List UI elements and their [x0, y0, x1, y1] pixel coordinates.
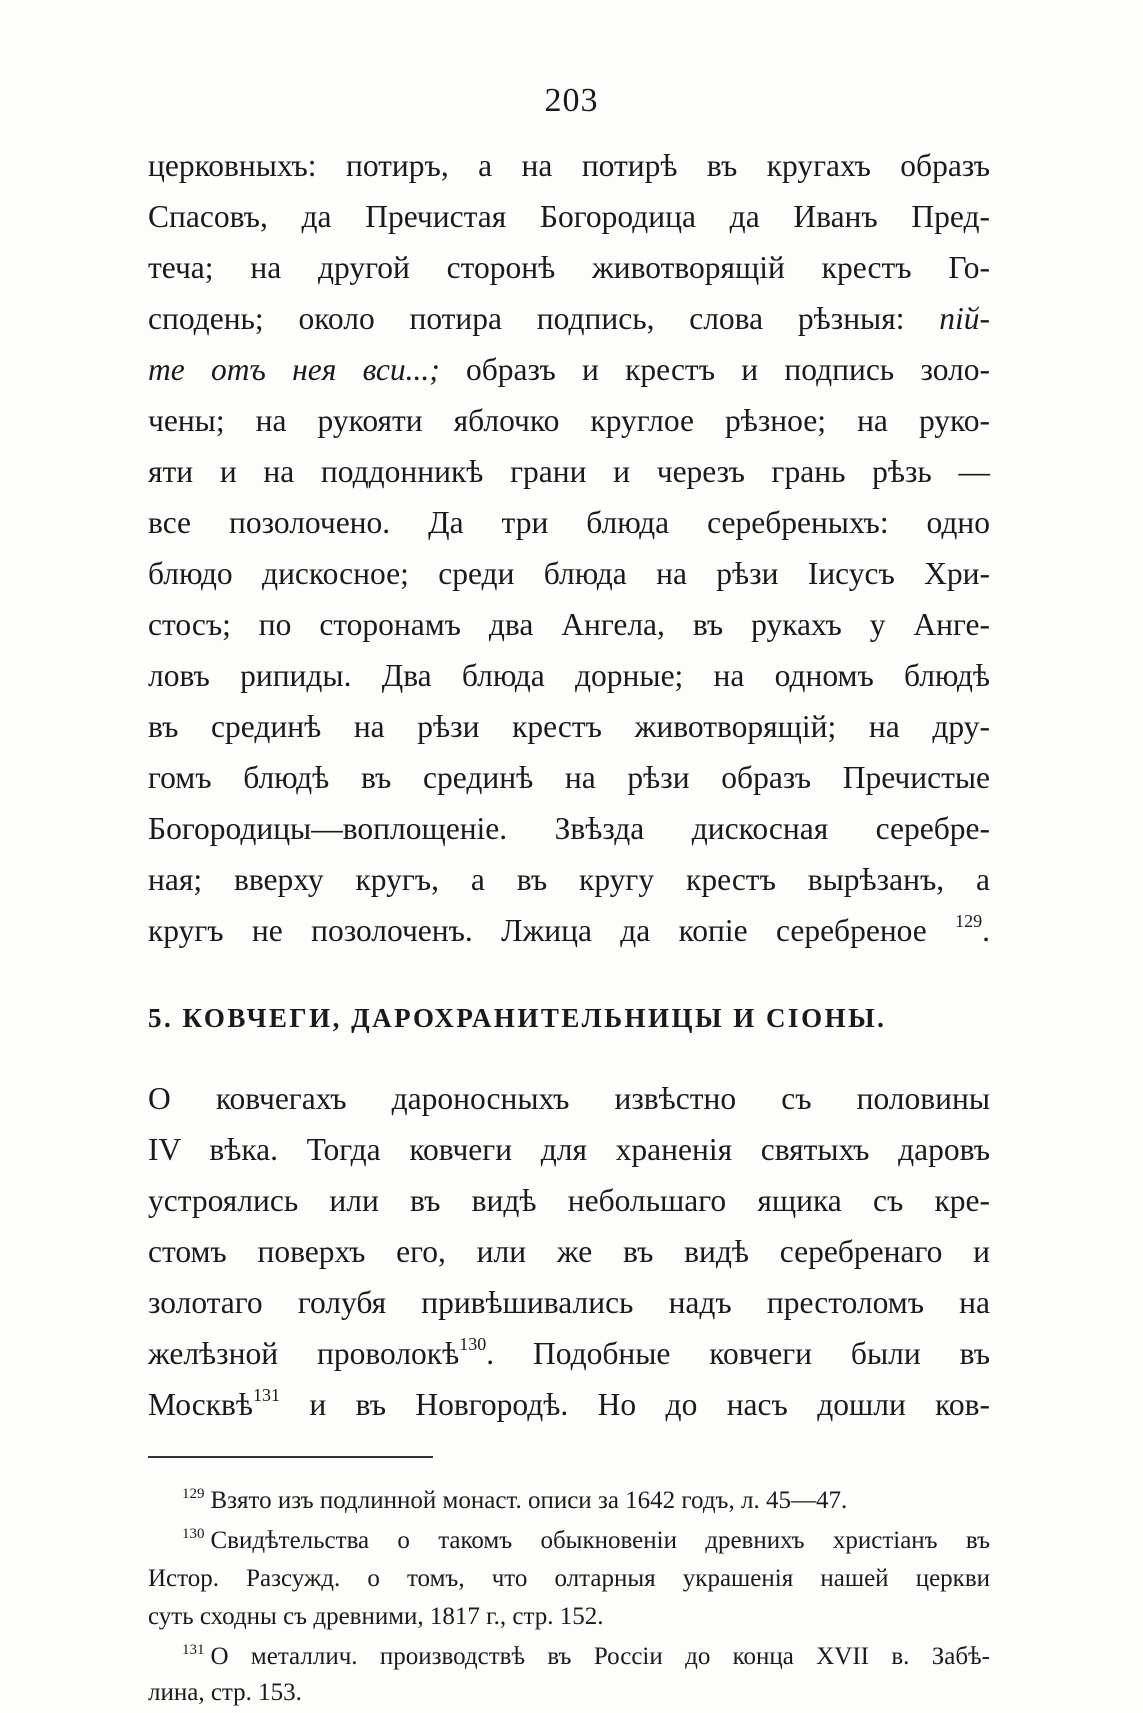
- body-line: Спасовъ, да Пречистая Богородица да Иванъ Пред-: [148, 199, 990, 234]
- footnote-marker: 129: [182, 1486, 205, 1502]
- body-line-with-footnote: [148, 1334, 990, 1374]
- footnote-ref-wrap: [955, 913, 990, 948]
- footnote-129: [182, 1484, 990, 1518]
- sentence-period: .: [982, 913, 990, 948]
- body-line: гомъ блюдѣ въ срединѣ на рѣзи образъ Пречистые: [148, 760, 990, 795]
- body-line-with-footnote: [148, 911, 990, 951]
- body-line: IV вѣка. Тогда ковчеги для храненія святыхъ даровъ: [148, 1132, 990, 1167]
- italic-quote: пій-: [939, 301, 990, 336]
- footnote-marker: 131: [182, 1642, 205, 1658]
- footnote-separator: [148, 1456, 433, 1458]
- body-line: церковныхъ: потиръ, а на потирѣ въ кругахъ образъ: [148, 148, 990, 183]
- body-line: золотаго голубя привѣшивались надъ престоломъ на: [148, 1285, 990, 1320]
- footnote-reference[interactable]: 129: [955, 911, 983, 931]
- footnote-text: О металлич. производствѣ въ Россіи до конца XVII в. Забѣ-: [210, 1643, 990, 1670]
- footnote-131-line: лина, стр. 153.: [148, 1679, 302, 1706]
- body-line: яти и на поддонникѣ грани и черезъ грань рѣзь —: [148, 454, 990, 489]
- section-heading: 5. КОВЧЕГИ, ДАРОХРАНИТЕЛЬНИЦЫ И СІОНЫ.: [148, 1003, 887, 1033]
- body-text: желѣзной проволокѣ: [148, 1336, 460, 1371]
- body-text: и въ Новгородѣ. Но до насъ дошли ков-: [309, 1387, 991, 1422]
- body-line: стомъ поверхъ его, или же въ видѣ серебренаго и: [148, 1234, 990, 1269]
- page-number: 203: [544, 82, 599, 119]
- body-line: О ковчегахъ дароносныхъ извѣстно съ половины: [148, 1081, 990, 1116]
- body-line: ловъ рипиды. Два блюда дорные; на одномъ блюдѣ: [148, 658, 990, 693]
- body-text: сподень; около потира подпись, слова рѣзныя:: [148, 301, 905, 336]
- body-line: теча; на другой сторонѣ животворящій крестъ Го-: [148, 250, 990, 285]
- footnote-reference[interactable]: 130: [459, 1334, 487, 1354]
- body-line-with-italic: [148, 350, 990, 390]
- body-line: ная; вверху кругъ, а въ кругу крестъ вырѣзанъ, а: [148, 862, 990, 897]
- footnote-text: Свидѣтельства о такомъ обыкновеніи древнихъ христіанъ въ: [210, 1527, 990, 1554]
- footnote-ref-wrap: [148, 1336, 990, 1371]
- body-line: чены; на рукояти яблочко круглое рѣзное; на руко-: [148, 403, 990, 438]
- footnote-text: Взято изъ подлинной монаст. описи за 1642 годъ, л. 45—47.: [210, 1487, 848, 1514]
- body-line: стосъ; по сторонамъ два Ангела, въ рукахъ у Анге-: [148, 607, 990, 642]
- body-text: кругъ не позолоченъ. Лжица да копіе серебреное: [148, 913, 927, 948]
- body-text: образъ и крестъ и подпись золо-: [466, 352, 990, 387]
- footnote-reference[interactable]: 131: [253, 1385, 281, 1405]
- body-line: устроялись или въ видѣ небольшаго ящика съ кре-: [148, 1183, 990, 1218]
- footnote-ref-wrap: [148, 1387, 280, 1422]
- footnote-marker: 130: [182, 1526, 205, 1542]
- footnote-131: [182, 1640, 990, 1674]
- footnote-130-line: Истор. Разсужд. о томъ, что олтарныя украшенія нашей церкви: [148, 1565, 990, 1592]
- body-line: все позолочено. Да три блюда серебреныхъ: одно: [148, 505, 990, 540]
- italic-quote: те отъ нея вси...;: [148, 352, 440, 387]
- footnote-130: [182, 1524, 990, 1558]
- body-line: въ срединѣ на рѣзи крестъ животворящій; на дру-: [148, 709, 990, 744]
- body-line-with-italic: [148, 299, 990, 339]
- body-line: блюдо дискосное; среди блюда на рѣзи Іисусъ Хри-: [148, 556, 990, 591]
- body-line-with-footnote: [148, 1385, 990, 1425]
- body-text: Москвѣ: [148, 1387, 254, 1422]
- body-text: . Подобные ковчеги были въ: [486, 1336, 990, 1371]
- footnote-130-line: суть сходны съ древними, 1817 г., стр. 152.: [148, 1603, 604, 1630]
- body-line: Богородицы—воплощеніе. Звѣзда дискосная серебре-: [148, 811, 990, 846]
